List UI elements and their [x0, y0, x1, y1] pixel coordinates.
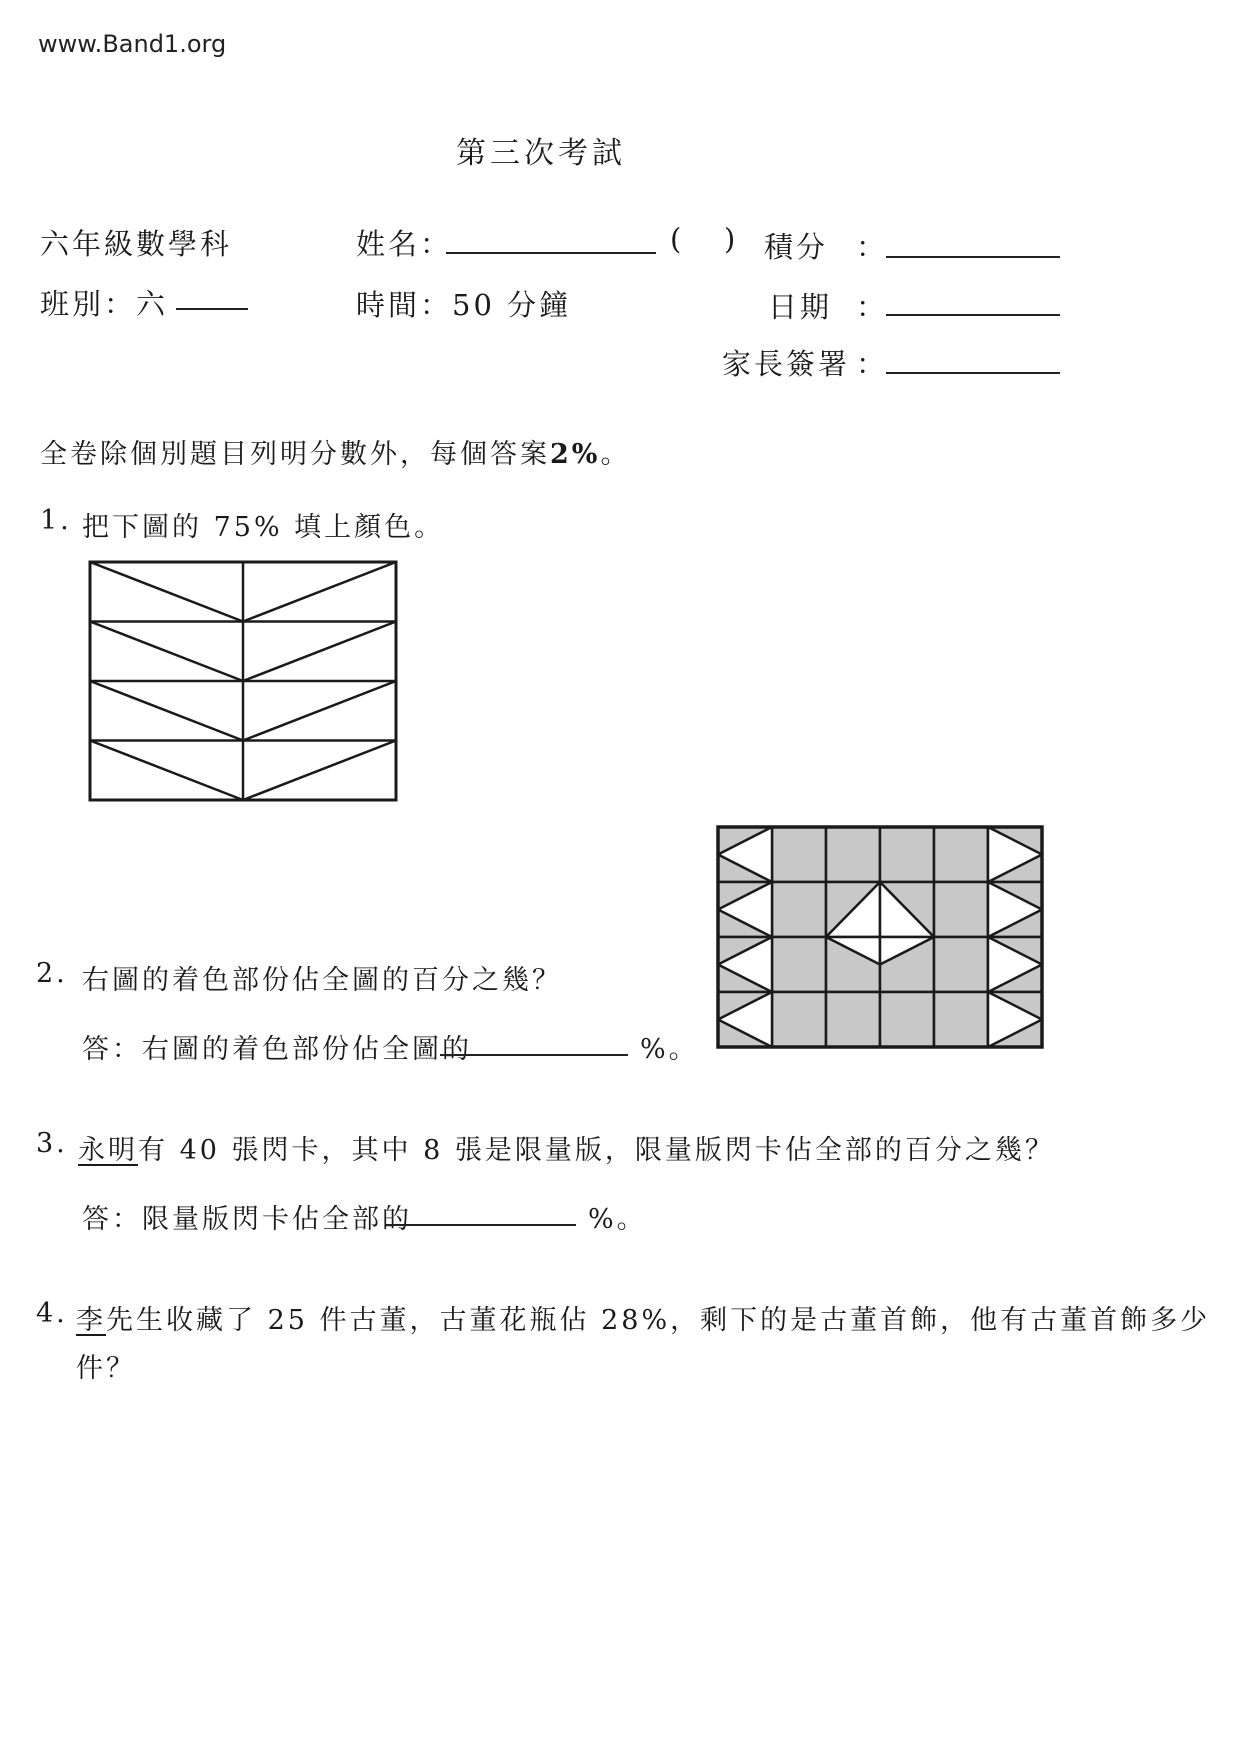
subject-label: 六年級數學科 [40, 227, 233, 261]
instructions-text: 全卷除個別題目列明分數外，每個答案 [40, 439, 550, 470]
q3-number: 3. [36, 1128, 68, 1159]
q2-cell [934, 827, 988, 882]
q2-cell [880, 827, 934, 882]
q1-diagonal [243, 562, 396, 622]
q4-name: 李 [76, 1305, 106, 1336]
instructions [40, 432, 630, 471]
q4-line [76, 1298, 1210, 1337]
class-label: 班別：六 [40, 287, 169, 321]
q1-text: 把下圖的 75% 填上顏色。 [82, 512, 445, 543]
name-field[interactable] [446, 252, 656, 254]
q1-figure[interactable] [88, 560, 398, 802]
source-url: www.Band1.org [38, 30, 227, 58]
q2-figure [716, 825, 1044, 1049]
q2-cell [772, 882, 826, 937]
q3-answer-field[interactable] [386, 1224, 576, 1226]
parent-sign-label: 家長簽署 [722, 347, 851, 381]
q2-cell [772, 827, 826, 882]
score-field[interactable] [886, 256, 1060, 258]
time-label: 時間：50 分鐘 [356, 288, 572, 322]
score-label: 積分 [764, 230, 829, 264]
q2-answer-prefix: 答：右圖的着色部份佔全圖的 [82, 1034, 472, 1065]
instructions-end: 。 [600, 439, 631, 470]
q2-cell [934, 992, 988, 1047]
q3-answer-prefix: 答：限量版閃卡佔全部的 [82, 1204, 412, 1235]
q1-diagonal [243, 681, 396, 741]
class-number-close: ) [724, 222, 739, 256]
q4-text-continued: 件？ [76, 1353, 136, 1384]
q2-number: 2. [36, 958, 68, 989]
page-title: 第三次考試 [456, 136, 626, 171]
q2-cell [772, 992, 826, 1047]
date-field[interactable] [886, 314, 1060, 316]
q2-text: 右圖的着色部份佔全圖的百分之幾？ [82, 965, 562, 996]
q3-text: 有 40 張閃卡，其中 8 張是限量版，限量版閃卡佔全部的百分之幾？ [138, 1135, 1055, 1166]
q2-cell [934, 882, 988, 937]
q1-diagonal [90, 681, 243, 741]
name-label: 姓名： [356, 227, 453, 261]
q2-answer-suffix: %。 [640, 1034, 699, 1065]
q2-answer-field[interactable] [440, 1054, 628, 1056]
q3-name: 永明 [78, 1135, 138, 1166]
q2-cell [772, 937, 826, 992]
q1-number: 1. [40, 505, 72, 536]
class-number-open: ( [670, 222, 685, 256]
q4-number: 4. [36, 1298, 68, 1329]
q1-diagonal [90, 562, 243, 622]
q2-cell [826, 827, 880, 882]
q1-diagonal [243, 622, 396, 682]
date-colon: ： [856, 290, 889, 324]
q4-text: 先生收藏了 25 件古董，古董花瓶佔 28%，剩下的是古董首飾，他有古董首飾多少 [106, 1305, 1211, 1336]
score-colon: ： [856, 230, 889, 264]
q3-answer-suffix: %。 [588, 1204, 647, 1235]
q3-line [78, 1128, 1055, 1167]
q2-cell [934, 937, 988, 992]
instructions-marks: 2% [550, 439, 601, 470]
parent-sign-colon: ： [856, 347, 889, 381]
parent-sign-field[interactable] [886, 372, 1060, 374]
class-field[interactable] [176, 308, 248, 310]
q2-cell [880, 992, 934, 1047]
q1-diagonal [243, 741, 396, 801]
q1-diagonal [90, 622, 243, 682]
q1-diagonal [90, 741, 243, 801]
q2-cell [826, 992, 880, 1047]
date-label: 日期 [768, 290, 833, 324]
